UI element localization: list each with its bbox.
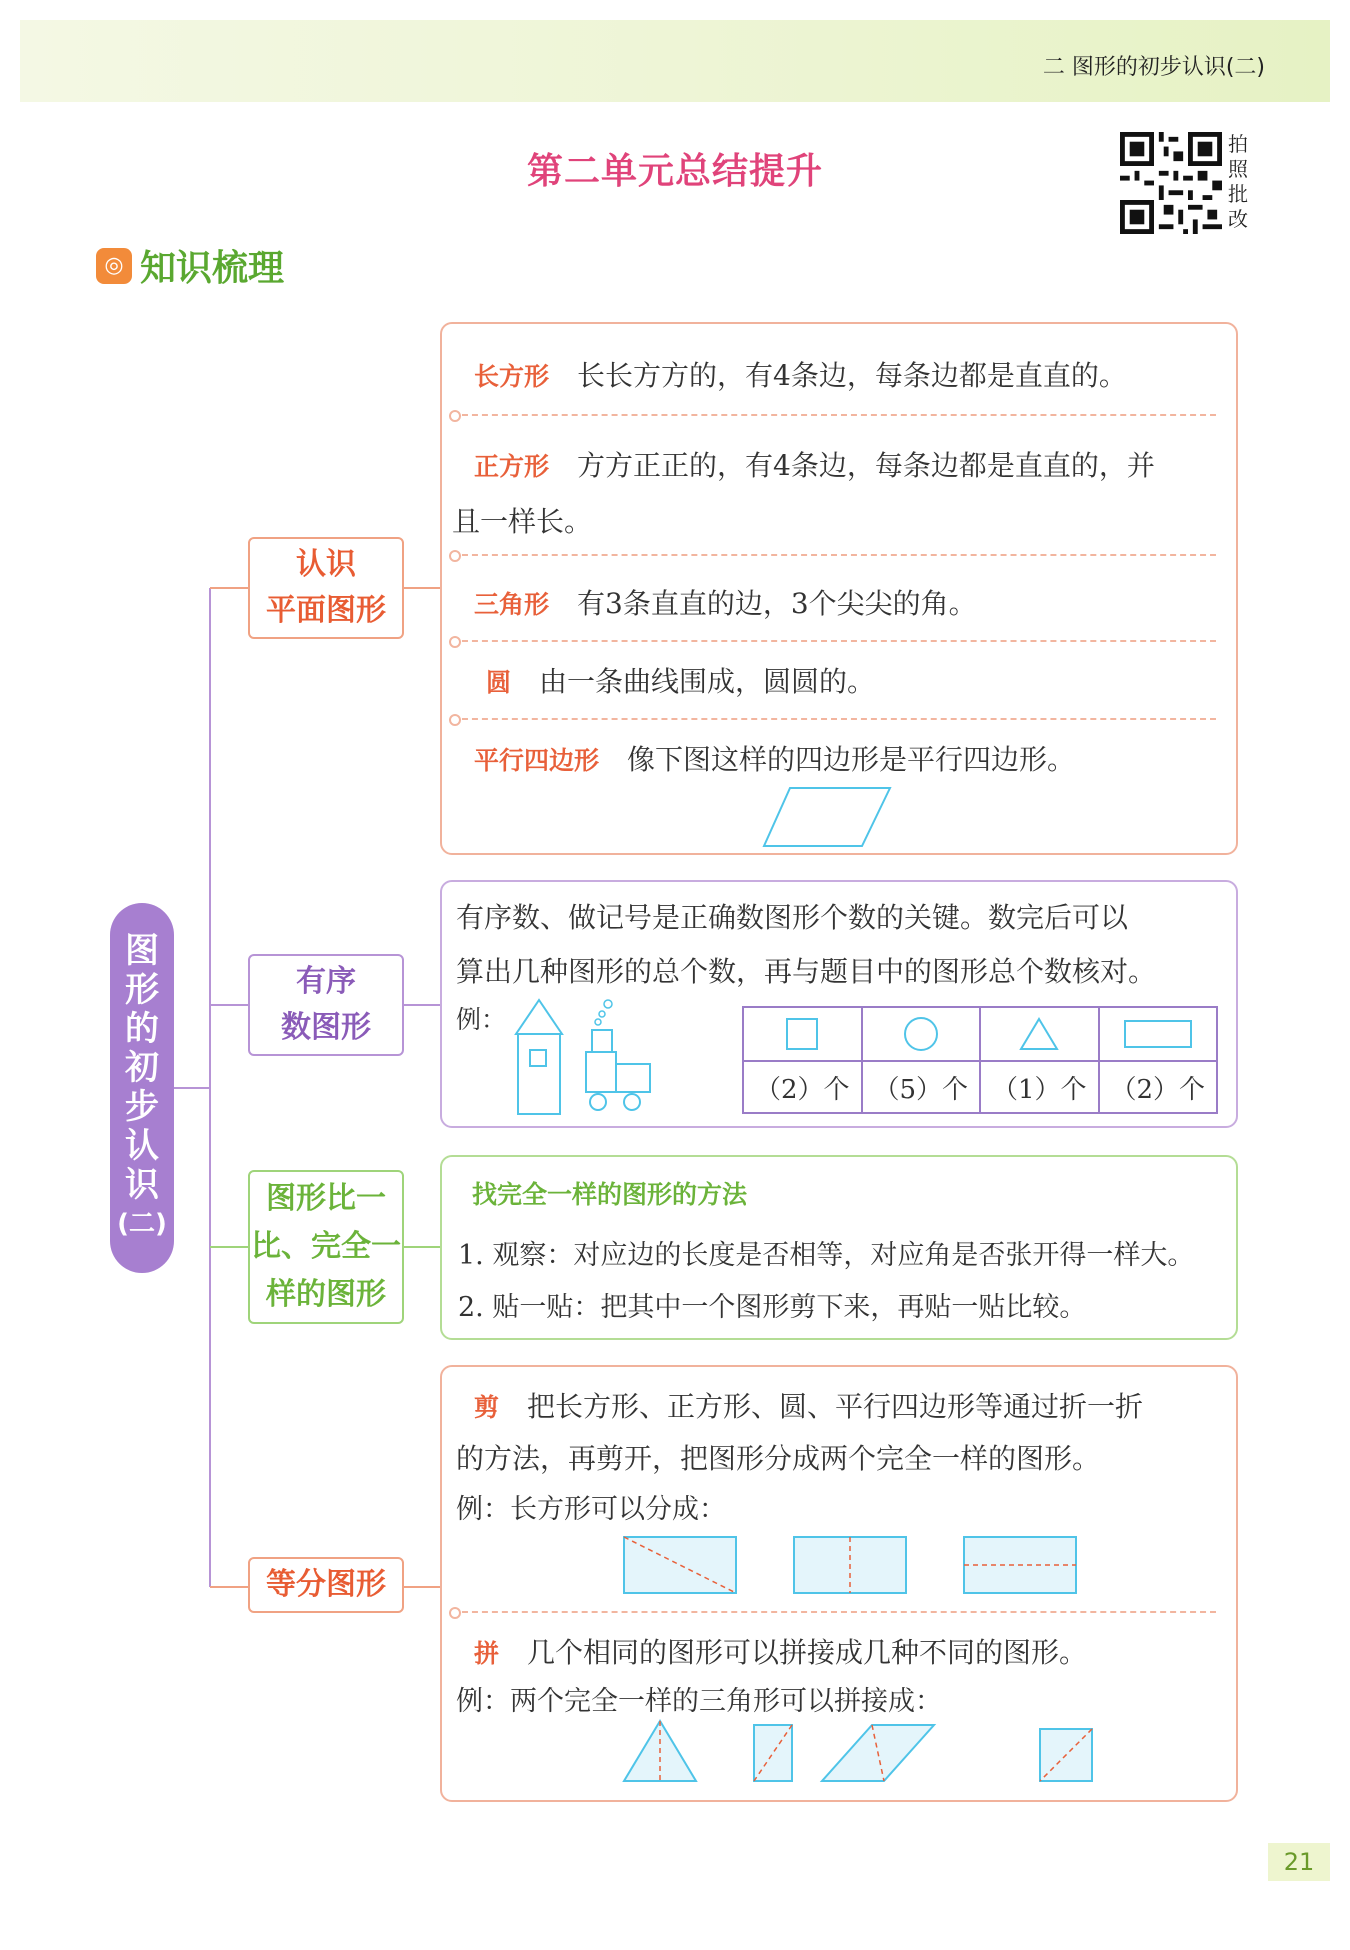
circle-icon — [903, 1016, 939, 1052]
divider — [452, 554, 1216, 556]
divider — [452, 414, 1216, 416]
counting-text-line2: 算出几种图形的总个数，再与题目中的图形总个数核对。 — [456, 955, 1157, 988]
brain-icon: ◎ — [96, 248, 132, 284]
page-number: 21 — [1268, 1843, 1330, 1881]
cut-example: 例：长方形可以分成： — [456, 1494, 726, 1525]
shape-count-table — [742, 1006, 1218, 1114]
panel-compare-shapes — [440, 1155, 1238, 1340]
counting-text-line1: 有序数、做记号是正确数图形个数的关键。数完后可以 — [456, 901, 1129, 934]
page-title: 第二单元总结提升 — [526, 151, 823, 192]
node-ordered-counting: 有序 数图形 — [248, 954, 404, 1056]
divider — [452, 718, 1216, 720]
panel-equal-division — [440, 1365, 1238, 1802]
panel-ordered-counting — [440, 880, 1238, 1128]
node-equal-division: 等分图形 — [248, 1557, 404, 1613]
table-cell: （1）个 — [981, 1008, 1100, 1112]
rect-definition: 长方形 长长方方的，有4条边，每条边都是直直的。 — [474, 359, 1127, 392]
join-example: 例：两个完全一样的三角形可以拼接成： — [456, 1686, 942, 1717]
square-definition-cont: 且一样长。 — [452, 505, 593, 538]
triangle-definition: 三角形 有3条直直的边，3个尖尖的角。 — [474, 587, 977, 620]
panel-plane-shapes — [440, 322, 1238, 855]
cut-definition-cont: 的方法，再剪开，把图形分成两个完全一样的图形。 — [456, 1442, 1101, 1475]
rectangle-icon — [1123, 1017, 1193, 1051]
triangle-icon — [1019, 1017, 1059, 1051]
node-plane-shapes: 认识 平面图形 — [248, 537, 404, 639]
table-cell: （2）个 — [744, 1008, 863, 1112]
table-cell: （2）个 — [1100, 1008, 1217, 1112]
divider — [452, 1611, 1216, 1613]
method-observe: 1. 观察：对应边的长度是否相等，对应角是否张开得一样大。 — [458, 1240, 1195, 1271]
parallelogram-definition: 平行四边形 像下图这样的四边形是平行四边形。 — [474, 743, 1076, 776]
chapter-header: 二 图形的初步认识(二) — [1042, 55, 1265, 80]
qr-label: 拍 照 批 改 — [1228, 132, 1248, 231]
triangle-joining-figures — [622, 1719, 1102, 1785]
circle-definition: 圆 由一条曲线围成，圆圆的。 — [486, 665, 876, 698]
methods-title: 找完全一样的图形的方法 — [472, 1180, 748, 1209]
join-definition: 拼 几个相同的图形可以拼接成几种不同的图形。 — [474, 1636, 1088, 1669]
central-topic: 图 形 的 初 步 认 识 (二) — [110, 903, 174, 1273]
table-cell: （5）个 — [863, 1008, 982, 1112]
cut-definition: 剪 把长方形、正方形、圆、平行四边形等通过折一折 — [474, 1390, 1144, 1423]
house-and-train-figure — [512, 992, 682, 1117]
section-title: 知识梳理 — [140, 248, 285, 289]
rectangle-division-figures — [622, 1535, 1092, 1597]
divider — [452, 640, 1216, 642]
example-label: 例： — [456, 1005, 507, 1034]
method-paste: 2. 贴一贴：把其中一个图形剪下来，再贴一贴比较。 — [458, 1292, 1087, 1323]
parallelogram-figure — [762, 786, 892, 848]
square-icon — [785, 1017, 819, 1051]
square-definition: 正方形 方方正正的，有4条边，每条边都是直直的，并 — [474, 449, 1155, 482]
node-compare-shapes: 图形比一 比、完全一 样的图形 — [248, 1170, 404, 1324]
